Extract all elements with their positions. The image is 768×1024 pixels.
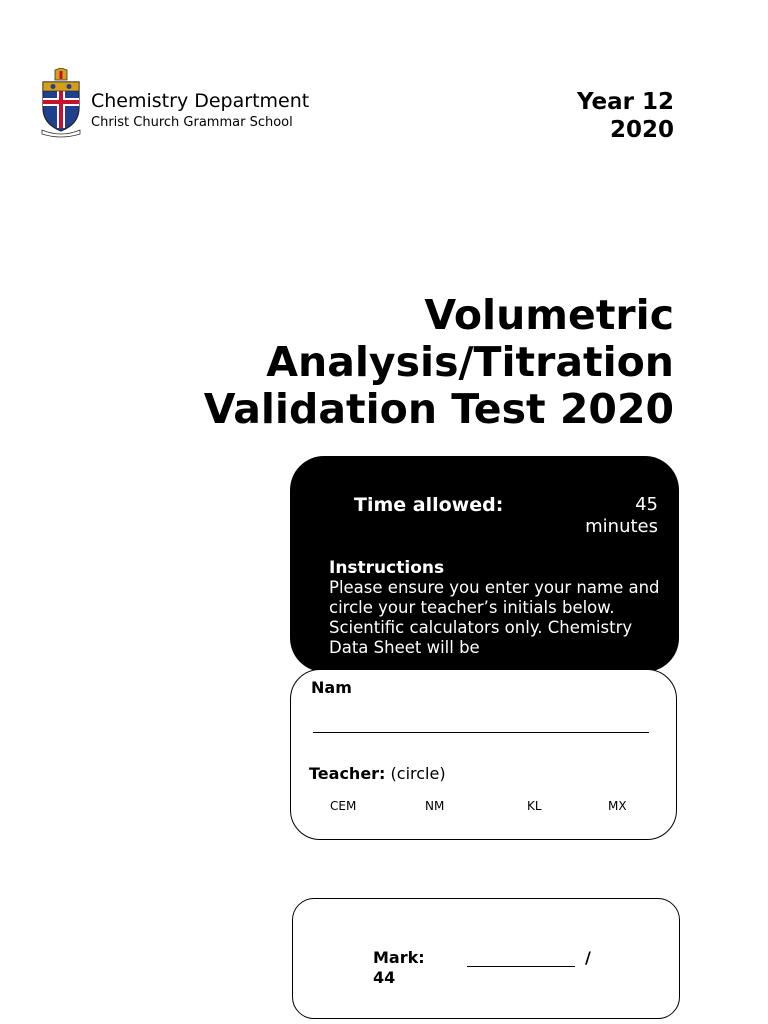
year-block (577, 88, 674, 144)
mark-box (292, 898, 680, 1019)
instructions-heading: Instructions (329, 558, 445, 578)
school-name: Christ Church Grammar School (91, 115, 293, 130)
mark-label: Mark: (373, 948, 425, 967)
name-label: Nam (311, 678, 352, 697)
time-value-unit: minutes (585, 516, 658, 537)
title-line-2: Analysis/Titration (266, 338, 674, 386)
teacher-initial-cem[interactable]: CEM (330, 799, 357, 813)
page-title (204, 292, 674, 433)
name-field[interactable] (313, 732, 649, 733)
title-line-3: Validation Test 2020 (203, 385, 674, 433)
teacher-initial-kl[interactable]: KL (527, 799, 542, 813)
teacher-initial-mx[interactable]: MX (608, 799, 627, 813)
teacher-label (309, 764, 446, 784)
teacher-initial-nm[interactable]: NM (425, 799, 445, 813)
instructions-text: Please ensure you enter your name and circle your teacher’s initials below. Scientific calculators only. Chemistry Data Sheet will be (329, 578, 660, 657)
year-label: Year 12 (576, 89, 674, 115)
year-value: 2020 (609, 117, 674, 143)
time-allowed-value (585, 494, 658, 538)
student-details-box (290, 669, 677, 840)
time-value-number: 45 (635, 494, 658, 515)
instructions-panel (290, 456, 679, 672)
title-line-1: Volumetric (424, 291, 674, 339)
teacher-label-text: Teacher: (309, 764, 386, 783)
teacher-hint: (circle) (390, 764, 446, 783)
time-allowed-label: Time allowed: (354, 494, 504, 516)
mark-slash: / (585, 948, 591, 967)
mark-field[interactable] (467, 966, 575, 967)
mark-total: 44 (373, 968, 396, 987)
department-name: Chemistry Department (91, 90, 310, 112)
school-crest-icon (40, 68, 82, 138)
